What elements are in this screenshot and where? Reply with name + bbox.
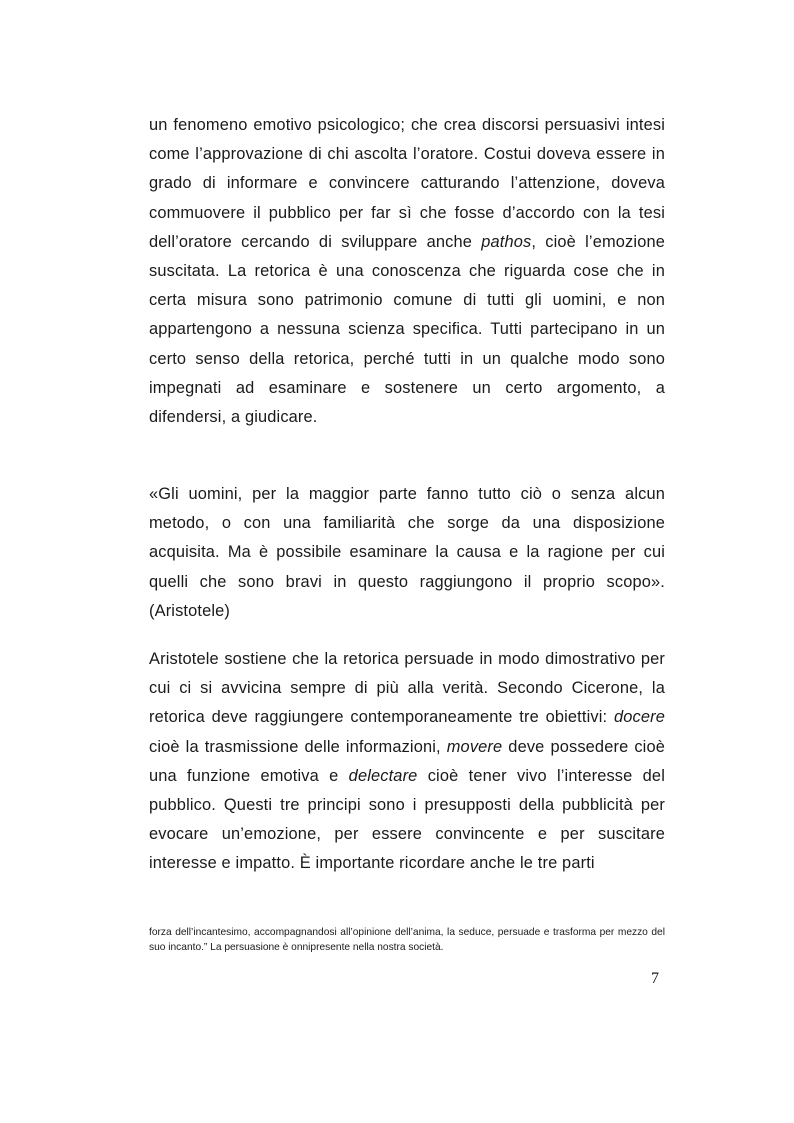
paragraph-text: cioè la trasmissione delle informazioni, xyxy=(149,737,447,756)
paragraph-text: deve possedere cioè una funzione emotiva e xyxy=(149,737,665,785)
italic-term-delectare: delectare xyxy=(348,766,418,785)
page-number: 7 xyxy=(651,970,659,987)
italic-term-docere: docere xyxy=(613,708,665,727)
paragraph-text: , cioè l’emozione suscitata. La retorica è una conoscenza che riguarda cose che in certa misura sono patrimonio comune di tutti gli uomini, e non appartengono a nessuna scienza specifica. Tutti partecipano in un certo senso della retorica, perché tutti in un qualche modo sono impegnati ad esaminare e sostenere un certo argomento, a difendersi, a giudicare. xyxy=(149,232,665,427)
paragraph-rhetoric-intro xyxy=(149,111,665,432)
paragraph-cicero-objectives xyxy=(149,645,665,879)
paragraph-text: un fenomeno emotivo psicologico; che crea discorsi persuasivi intesi come l’approvazione di chi ascolta l’oratore. Costui doveva essere in grado di informare e convincere catturando l’attenzione, doveva commuovere il pubblico per far sì che fosse d’accordo con la tesi dell’oratore cercando di sviluppare anche xyxy=(149,116,665,251)
paragraph-text: Aristotele sostiene che la retorica persuade in modo dimostrativo per cui ci si avvicina sempre di più alla verità. Secondo Cicerone, la retorica deve raggiungere contemporaneamente tre obiettivi: xyxy=(149,650,665,727)
quote-text: «Gli uomini, per la maggior parte fanno tutto ciò o senza alcun metodo, o con una familiarità che sorge da una disposizione acquisita. Ma è possibile esaminare la causa e la ragione per cui quelli che sono bravi in questo raggiungono il proprio scopo». (Aristotele) xyxy=(149,485,665,620)
paragraph-text: cioè tener vivo l’interesse del pubblico. Questi tre principi sono i presupposti della pubblicità per evocare un’emozione, per essere convincente e per suscitare interesse e impatto. È importante ricordare anche le tre parti xyxy=(149,766,665,873)
italic-term-pathos: pathos xyxy=(481,232,532,251)
footnote: forza dell’incantesimo, accompagnandosi all’opinione dell’anima, la seduce, persuade e trasforma per mezzo del suo incanto.” La persuasione è onnipresente nella nostra società. xyxy=(149,927,665,953)
paragraph-aristotle-quote xyxy=(149,480,665,626)
italic-term-movere: movere xyxy=(446,737,503,756)
